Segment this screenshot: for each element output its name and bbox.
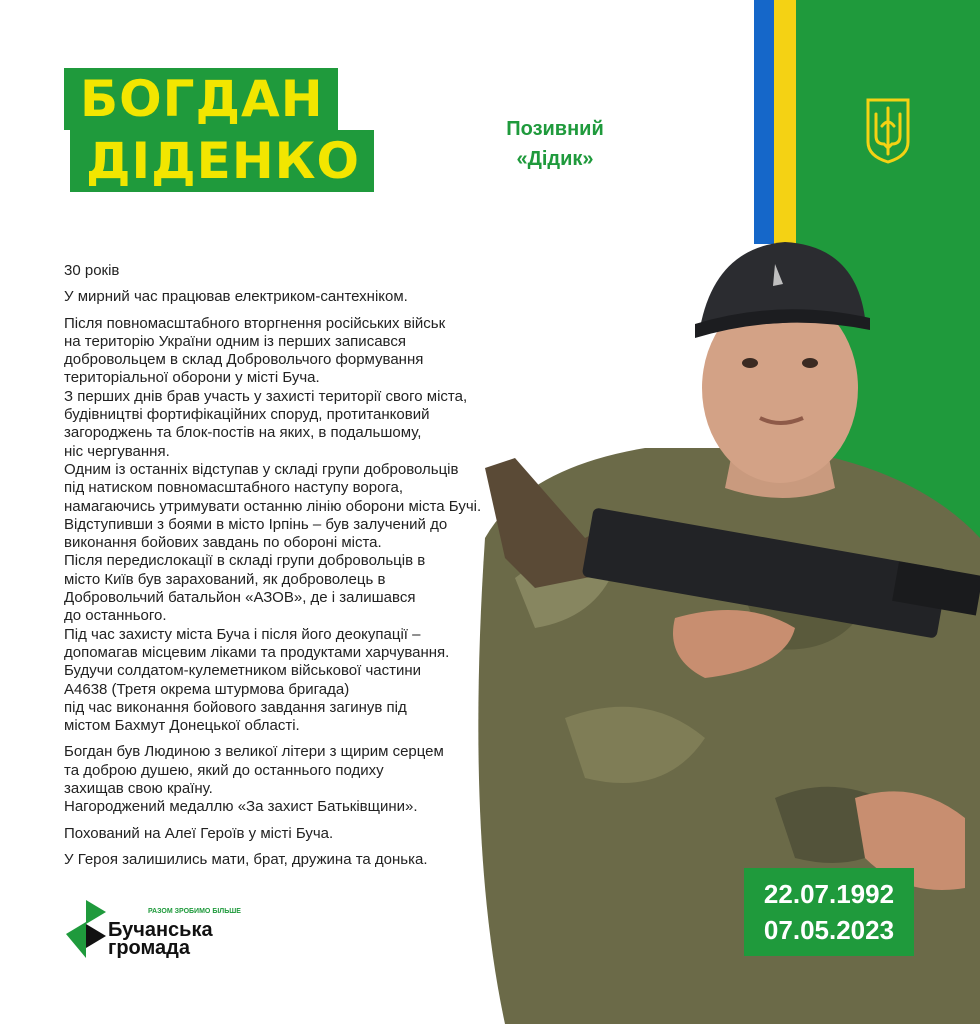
bio-line: Відступивши з боями в місто Ірпінь – був залучений до	[64, 515, 448, 533]
bio-line: Після передислокації в складі групи добровольців в	[64, 552, 426, 570]
flag-stripe-blue	[754, 0, 774, 244]
biography	[64, 262, 482, 877]
bio-paragraph	[64, 825, 470, 843]
hero-first-name: БОГДАН	[64, 68, 338, 130]
callsign-label: Позивний	[506, 118, 604, 140]
bio-paragraph	[64, 314, 482, 736]
death-date: 07.05.2023	[763, 915, 895, 945]
bucha-logo-icon	[64, 896, 108, 958]
bio-line: допомагав місцевим ліками та продуктами харчування.	[64, 643, 450, 661]
flag-stripe-yellow	[774, 0, 796, 244]
bio-line: та доброю душею, який до останнього подиху	[64, 761, 384, 779]
bio-age: 30 років	[64, 262, 120, 279]
bio-line: місто Київ був зарахований, як доброволець в	[64, 570, 386, 588]
bio-line: виконання бойових завдань по обороні міста.	[64, 534, 382, 552]
bio-line: територіальної оборони у місті Буча.	[64, 369, 320, 387]
bio-line: під час виконання бойового завдання загинув під	[64, 698, 407, 716]
bio-line: ніс чергування.	[64, 442, 170, 460]
bio-line: Одним із останніх відступав у складі групи добровольців	[64, 460, 459, 478]
bio-line: загороджень та блок-постів на яких, в подальшому,	[64, 424, 422, 442]
bio-line: захищав свою країну.	[64, 780, 213, 798]
logo-line-2: громада	[108, 937, 190, 959]
logo-line-1: Бучанська	[108, 919, 213, 941]
bio-line: добровольцем в склад Добровольчого формування	[64, 351, 424, 369]
bio-line: А4638 (Третя окрема штурмова бригада)	[64, 680, 350, 698]
logo-slogan: РАЗОМ ЗРОБИМО БІЛЬШЕ	[148, 908, 241, 915]
callsign-value: «Дідик»	[516, 148, 594, 170]
bio-line: З перших днів брав участь у захисті території свого міста,	[64, 387, 468, 405]
bio-line: У Героя залишились мати, брат, дружина та донька.	[64, 850, 428, 868]
bio-line: будівництві фортифікаційних споруд, протитанковий	[64, 406, 430, 424]
bio-paragraph	[64, 288, 470, 306]
bio-line: Богдан був Людиною з великої літери з щирим серцем	[64, 743, 444, 761]
bio-line: Після повномасштабного вторгнення російських військ	[64, 314, 446, 332]
bio-paragraph	[64, 851, 470, 869]
bio-line: Похований на Алеї Героїв у місті Буча.	[64, 824, 334, 842]
bio-line: намагаючись утримувати останню лінію оборони міста Бучі.	[64, 497, 482, 515]
bio-paragraph	[64, 743, 470, 816]
bio-line: під натиском повномасштабного наступу ворога,	[64, 479, 404, 497]
bio-line: Під час захисту міста Буча і після його деокупації –	[64, 625, 421, 643]
bio-line: У мирний час працював електриком-сантехніком.	[64, 288, 408, 306]
bio-line: на територію України одним із перших записався	[64, 332, 406, 350]
bio-line: Нагороджений медаллю «За захист Батьківщини».	[64, 798, 418, 816]
bio-line: Добровольчий батальйон «АЗОВ», де і залишався	[64, 589, 416, 607]
trident-icon	[864, 96, 912, 164]
bio-line: Будучи солдатом-кулеметником військової частини	[64, 662, 422, 680]
callsign	[470, 114, 640, 174]
bucha-community-logo	[64, 892, 264, 962]
hero-name	[64, 68, 374, 192]
life-dates	[744, 868, 914, 956]
hero-last-name: ДІДЕНКО	[70, 130, 374, 192]
bio-line: містом Бахмут Донецької області.	[64, 717, 300, 735]
bio-line: до останнього.	[64, 607, 167, 625]
birth-date: 22.07.1992	[763, 879, 895, 909]
